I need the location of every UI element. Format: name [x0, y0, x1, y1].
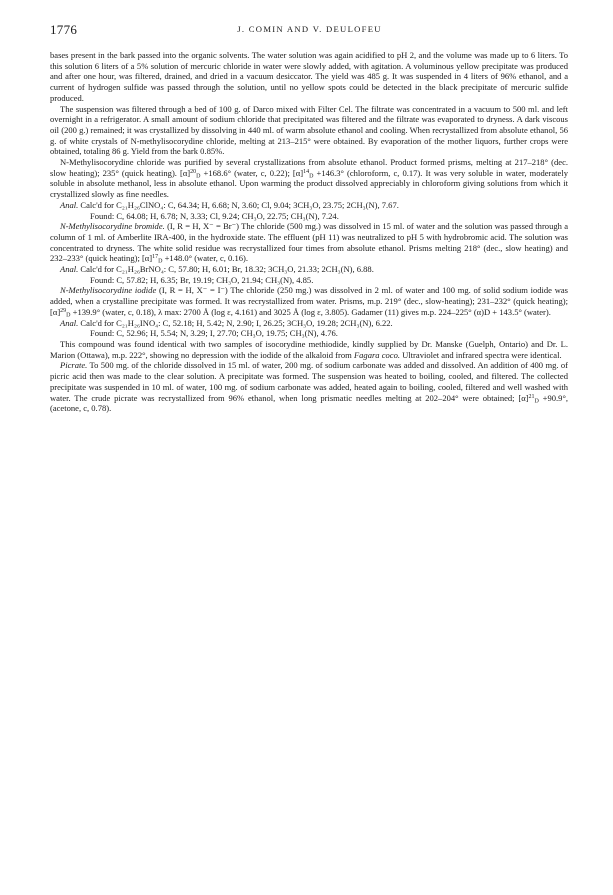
paragraph-bromide: N-Methylisocorydine bromide. (I, R = H, X⁻ = Br⁻) The chloride (500 mg.) was dissolved in 15 ml. of water and the solution was passed through a column of 1 ml. of Amberlite IRA-400, in the hydroxide state. The effluent (pH 11) was neutralized to pH 5 with hydrobromic acid. The solution was concentrated to dryness. The white solid residue was recrystallized four times from absolute ethanol. Prisms melting 218° (dec., slow heating) and 232–233° (quick heating); $[\alpha]^{17}_D +148.0^\circ$ (water, c, 0.16). [50, 221, 568, 265]
paragraph-chloride-purification: N-Methylisocorydine chloride was purified by several crystallizations from absolute ethanol. Product formed prisms, melting at 217–218° (dec. slow heating); 235° (quick heating). $[\alpha]^{20}_D +168.6^\circ$ (water, c, 0.22); $[\alpha]^{14}_D +146.3^\circ$ (chloroform, c, 0.17). It was very soluble in water, moderately soluble in absolute methanol, less in absolute ethanol. Upon warming the product dissolved appreciably in chloroform giving solutions from which it crystallized slowly as fine needles. [50, 157, 569, 200]
analysis-bromide-found: Found: C, 57.82; H, 6.35; Br, 19.19; CH₃O, 21.94; CH₃(N), 4.85. [90, 274, 314, 285]
paragraph-picrate: Picrate. To 500 mg. of the chloride dissolved in 15 ml. of water, 200 mg. of sodium carbonate was added and dissolved. An addition of 400 mg. of picric acid then was made to the clear solution. A precipitate was formed. The suspension was heated to boiling, cooled, and filtered. The collected precipitate was suspended in 10 ml. of water, 100 mg. of sodium carbonate was added, heated again to boiling, cooled, filtered and well washed with water. The crude picrate was recrystallized from 96% ethanol, when long prismatic needles melting at 202–204° were obtained; $[\alpha]^{21}_D +90.9^\circ$, (acetone, c, 0.78). [50, 360, 569, 414]
analysis-chloride-calc: Anal. Calc'd for C₂₁H₂₆ClNO₄: C, 64.34; H, 6.68; N, 3.60; Cl, 9.04; 3CH₃O, 23.75; 2CH₃(N), 7.67. [60, 199, 399, 210]
running-head: J. COMIN AND V. DEULOFEU [237, 24, 382, 34]
paragraph-filtration: The suspension was filtered through a bed of 100 g. of Darco mixed with Filter Cel. The filtrate was concentrated in a vacuum to 500 ml. and left overnight in a refrigerator. A small amount of sodium chloride that precipitated was filtered and the filtrate was evaporated to dryness. A dark viscous oil (200 g.) remained; it was crystallized by dissolving in 440 ml. of warm absolute ethanol and cooling. When recrystallized from absolute ethanol, 56 g. of white crystals of N-methylisocorydine chloride, melting at 213–215° were obtained. By evaporation of the mother liquors, further crops were obtained, totaling 86 g. Yield from the bark 0.85%. [50, 103, 568, 157]
page-number: 1776 [50, 22, 78, 37]
paragraph-iodide: N-Methylisocorydine iodide (I, R = H, X⁻ = I⁻) The chloride (250 mg.) was dissolved in 2 ml. of water and 100 mg. of solid sodium iodide was added, when a crystalline precipitate was formed. It was recrystallized from water. Prisms, m.p. 219° (dec., slow-heating); 231–232° (quick heating); $[\alpha]^{29}_D +139.9^\circ$ (water, c, 0.18), λ max: 2700 Å (log ε, 4.161) and 3025 Å (log ε, 3.805). Gadamer (11) gives m.p. 224–225° (α)D + 143.5° (water). [50, 285, 568, 319]
analysis-chloride-found: Found: C, 64.08; H, 6.78; N, 3.33; Cl, 9.24; CH₃O, 22.75; CH₃(N), 7.24. [90, 210, 339, 221]
analysis-iodide-found: Found: C, 52.96; H, 5.54; N, 3.29; I, 27.70; CH₃O, 19.75; CH₃(N), 4.76. [90, 328, 338, 339]
paragraph-extraction: bases present in the bark passed into the organic solvents. The water solution was again acidified to pH 2, and the volume was made up to 6 liters. To this solution 6 liters of a 5% solution of mercuric chloride in water were slowly added, with agitation. A voluminous yellow precipitate was produced and after one hour, was filtered, drained, and dried in a vacuum desiccator. The yield was 485 g. It was suspended in 4 liters of 96% ethanol, and a current of hydrogen sulfide was passed through the solution, until no yellow spots could be detected in the black precipitate of mercuric sulfide produced. [50, 50, 568, 103]
analysis-bromide-calc: Anal. Calc'd for C₂₁H₂₆BrNO₄: C, 57.80; H, 6.01; Br, 18.32; 3CH₃O, 21.33; 2CH₃(N), 6.88. [60, 264, 374, 275]
body-text [50, 50, 568, 414]
analysis-iodide-calc: Anal. Calc'd for C₂₁H₂₆INO₄: C, 52.18; H, 5.42; N, 2.90; I, 26.25; 3CH₃O, 19.28; 2CH₃(N), 6.22. [60, 317, 393, 328]
page-header [50, 22, 569, 38]
paragraph-identity: This compound was found identical with two samples of isocorydine methiodide, kindly supplied by Dr. Manske (Guelph, Ontario) and Dr. L. Marion (Ottawa), m.p. 222°, showing no depression with the iodide of the alkaloid from Fagara coco. Ultraviolet and infrared spectra were identical. [50, 338, 568, 360]
